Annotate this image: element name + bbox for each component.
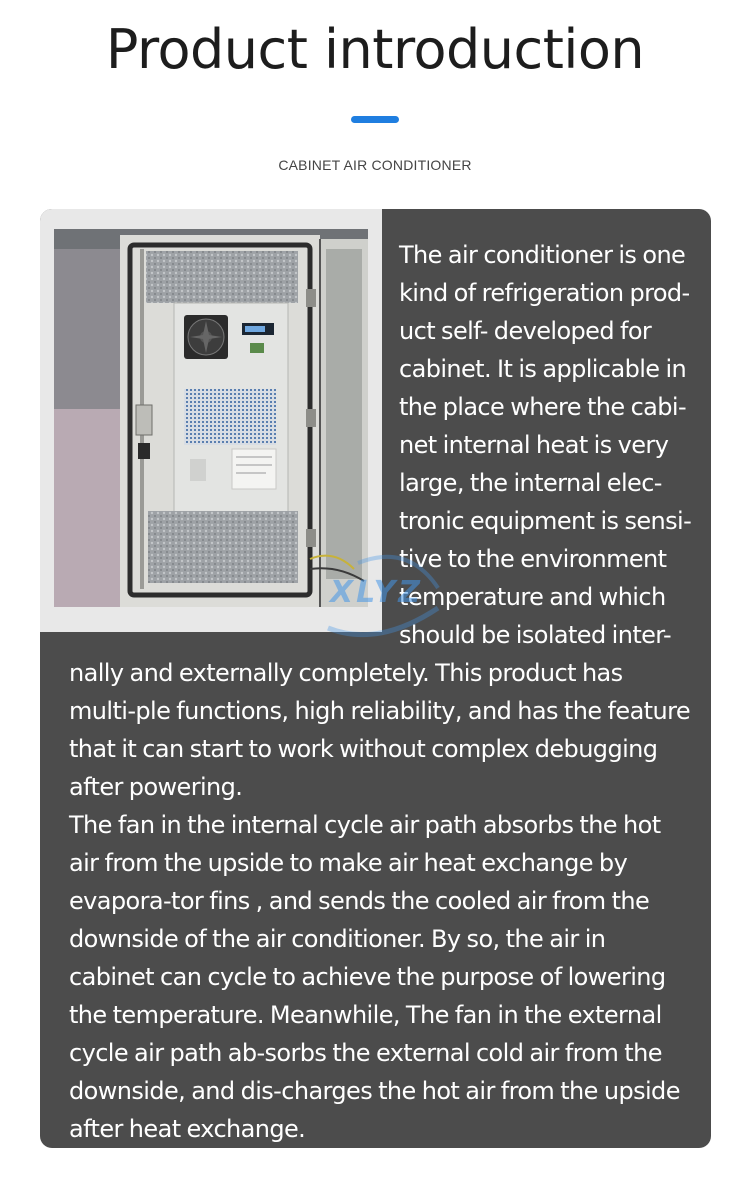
description-text — [69, 236, 694, 1148]
title-accent-bar — [351, 116, 399, 123]
watermark-text: XLYZ — [330, 575, 424, 610]
paragraph-intro: The air conditioner is one kind of refrigeration prod-uct self- developed for cabinet. It is applicable in the place where the cabi-net internal heat is very large, the internal elec-tronic equipment is sensi-tive to the environment temperature and which should be isolated inter-nally and externally completely. This product has multi-ple functions, high reliability, and has the feature that it can start to work without complex debugging after powering. — [69, 241, 692, 801]
page-title: Product introduction — [105, 18, 645, 81]
paragraph-operation: The fan in the internal cycle air path absorbs the hot air from the upside to make air heat exchange by evapora-tor fins , and sends the cooled air from the downside of the air conditioner. By so, the air in cabinet can cycle to achieve the purpose of lowering the temperature. Meanwhile, The fan in the external cycle air path ab-sorbs the external cold air from the downside, and dis-charges the hot air from the upside after heat exchange. — [69, 811, 680, 1143]
page-subtitle: CABINET AIR CONDITIONER — [278, 157, 472, 173]
